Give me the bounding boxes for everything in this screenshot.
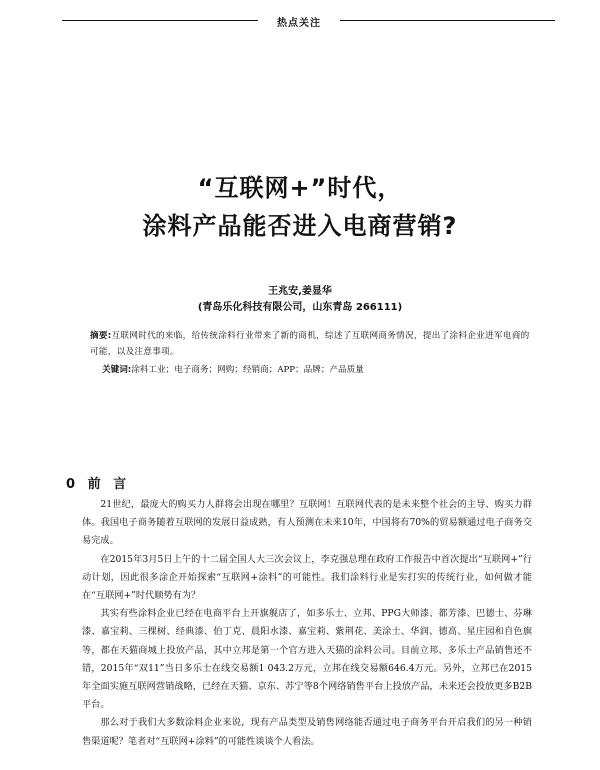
body-text [82, 496, 532, 751]
keywords [102, 362, 532, 378]
abstract-label: 摘要: [90, 331, 112, 341]
body-paragraph-2: 在2015年3月5日上午的十二届全国人大三次会议上，李克强总理在政府工作报告中首次提出“互联网+”行动计划，因此很多涂企开始探索“互联网+涂料”的可能性。我们涂料行业是实打实的传统行业，如何做才能在“互联网+”时代顺势有为？ [82, 553, 532, 602]
body-paragraph-3: 其实有些涂料企业已经在电商平台上开旗舰店了，如多乐士、立邦、PPG大师漆、都芳漆、巴德士、芬琳漆、嘉宝莉、三棵树、经典漆、伯丁克、晨阳水漆、嘉宝莉、紫荆花、美涂士、华润、德高、星庄园和自色旗等，都在天猫商城上投放产品，其中立邦是第一个官方进入天猫的涂料公司。目前立邦、多乐士产品销售还不错，2015年“双11”当日多乐士在线交易额1 043.2万元，立邦在线交易额646.4万元。另外，立邦已在2015年全面实施互联网营销战略，已经在天猫、京东、苏宁等8个网络销售平台上投放产品，未来还会投放更多B2B平台。 [82, 608, 532, 711]
header-rule-right [340, 20, 555, 21]
abstract [90, 328, 530, 360]
article-authors: 王兆安,姜显华 [268, 286, 332, 297]
header-rule-left [62, 20, 258, 21]
body-paragraph-1: 21世纪，最庞大的购买力人群将会出现在哪里？互联网！互联网代表的是未来整个社会的主导、购买力群体。我国电子商务随着互联网的发展日益成熟，有人预测在未来10年，中国将有70%的贸易额通过电子商务交易完成。 [82, 499, 532, 547]
keywords-label: 关键词: [102, 365, 132, 375]
article-affiliation: (青岛乐化科技有限公司，山东青岛 266111) [197, 302, 403, 313]
article-title-line2: 涂料产品能否进入电商营销? [142, 212, 458, 240]
keywords-text: 涂料工业；电子商务；网购；经销商；APP；品牌；产品质量 [131, 365, 364, 375]
body-paragraph-4: 那么对于我们大多数涂料企业来说，现有产品类型及销售网络能否通过电子商务平台开启我们的另一种销售渠道呢？笔者对“互联网+涂料”的可能性谈谈个人看法。 [82, 717, 532, 747]
section-tag: 热点关注 [277, 18, 321, 29]
section-heading-introduction: 0 前 言 [66, 477, 131, 492]
article-title-line1: “互联网+”时代， [197, 174, 403, 202]
abstract-text: 互联网时代的来临，给传统涂料行业带来了新的商机，综述了互联网商务情况，提出了涂料企业进军电商的可能，以及注意事项。 [90, 331, 530, 357]
